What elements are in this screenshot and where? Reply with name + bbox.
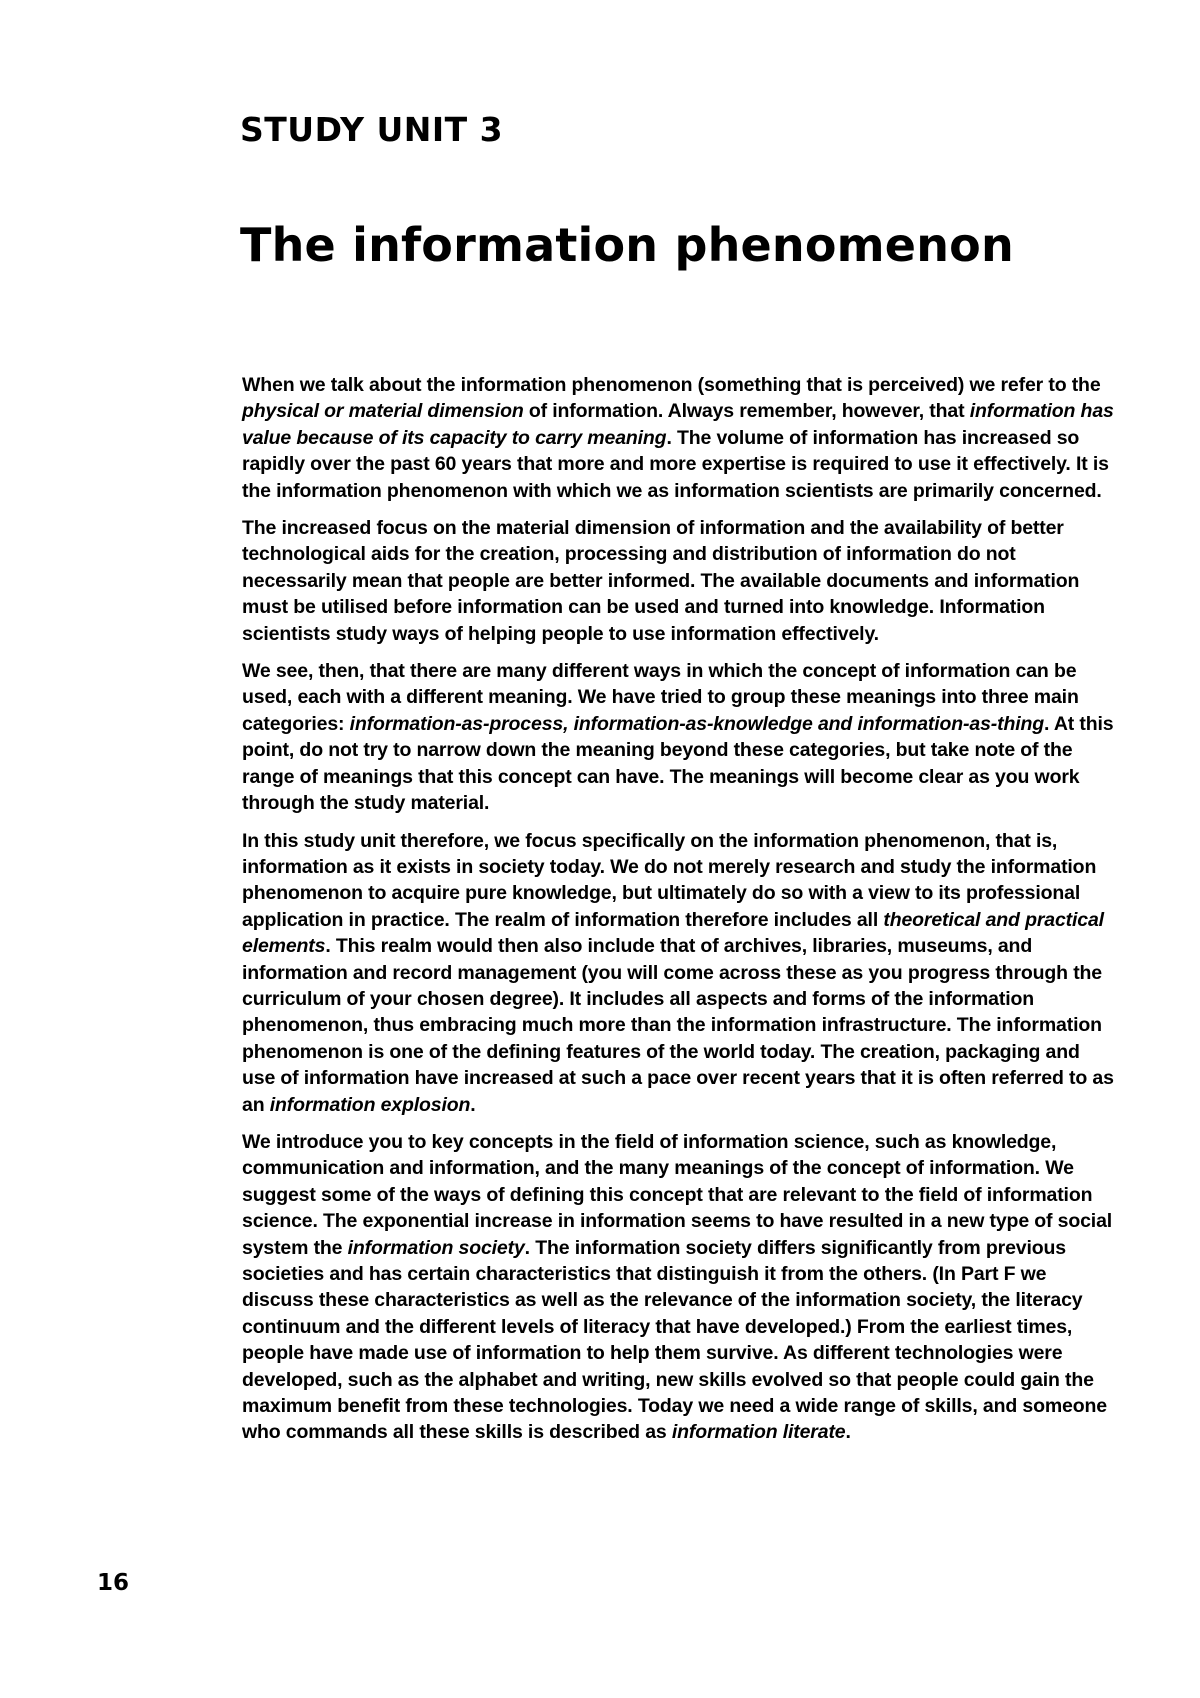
text-segment: The increased focus on the material dimension of information and the availability of better technological aids for the creation, processing and distribution of information do not necessarily mean that people are better informed. The available documents and information must be utilised before information can be used and turned into knowledge. Information scientists study ways of helping people to use information effectively. <box>242 517 1080 645</box>
paragraph-1 <box>242 372 1114 504</box>
body-text <box>242 372 1114 1457</box>
emphasis-categories: information-as-process, information-as-knowledge and information-as-thing <box>349 712 1045 735</box>
emphasis-information-explosion: information explosion <box>269 1093 471 1116</box>
text-segment: In this study unit therefore, we focus specifically on the information phenomenon, that is, information as it exists in society today. We do not merely research and study the information phenomenon to acquire pure knowledge, but ultimately do so with a view to its professional application in practice. The realm of information therefore includes all <box>242 829 1097 931</box>
emphasis-information-value: information has value because of its capacity to carry meaning <box>242 400 1114 449</box>
text-segment: When we talk about the information phenomenon (something that is perceived) we refer to the <box>242 374 1101 396</box>
text-segment: . This realm would then also include that of archives, libraries, museums, and information and record management (you will come across these as you progress through the curriculum of your chosen degree). It includes all aspects and forms of the information phenomenon, thus embracing much more than the information infrastructure. The information phenomenon is one of the defining features of the world today. The creation, packaging and use of information have increased at such a pace over recent years that it is often referred to as an <box>242 935 1114 1116</box>
emphasis-theoretical-practical: theoretical and practical elements <box>242 908 1104 958</box>
text-segment: We see, then, that there are many different ways in which the concept of information can be used, each with a different meaning. We have tried to group these meanings into three main categories: <box>242 660 1079 735</box>
text-segment: . The information society differs significantly from previous societies and has certain characteristics that distinguish it from the others. (In Part F we discuss these characteristics as well as the relevance of the information society, the literacy continuum and the different levels of literacy that have developed.) From the earliest times, people have made use of information to help them survive. As different technologies were developed, such as the alphabet and writing, new skills evolved so that people could gain the maximum benefit from these technologies. Today we need a wide range of skills, and someone who commands all these skills is described as <box>242 1236 1107 1444</box>
text-segment: of information. Always remember, however, that <box>523 400 970 423</box>
text-segment: . <box>470 1093 476 1116</box>
page-title: The information phenomenon <box>240 218 1014 272</box>
text-segment: We introduce you to key concepts in the field of information science, such as knowledge, communication and information, and the many meanings of the concept of information. We suggest some of the ways of defining this concept that are relevant to the field of information science. The exponential increase in information seems to have resulted in a new type of social system the <box>242 1130 1113 1259</box>
study-unit-label: STUDY UNIT 3 <box>240 110 504 149</box>
text-segment: . At this point, do not try to narrow down the meaning beyond these categories, but take note of the range of meanings that this concept can have. The meanings will become clear as you work through the study material. <box>242 712 1114 815</box>
emphasis-information-literate: information literate <box>671 1421 846 1444</box>
paragraph-5 <box>242 1129 1114 1446</box>
paragraph-3 <box>242 658 1114 816</box>
page-number: 16 <box>97 1570 130 1596</box>
emphasis-physical-dimension: physical or material dimension <box>242 400 524 423</box>
emphasis-information-society: information society <box>347 1236 525 1259</box>
text-segment: . The volume of information has increased so rapidly over the past 60 years that more and more expertise is required to use it effectively. It is the information phenomenon with which we as information scientists are primarily concerned. <box>242 426 1109 502</box>
text-segment: . <box>845 1421 851 1444</box>
paragraph-2 <box>242 515 1114 647</box>
paragraph-4 <box>242 828 1114 1118</box>
